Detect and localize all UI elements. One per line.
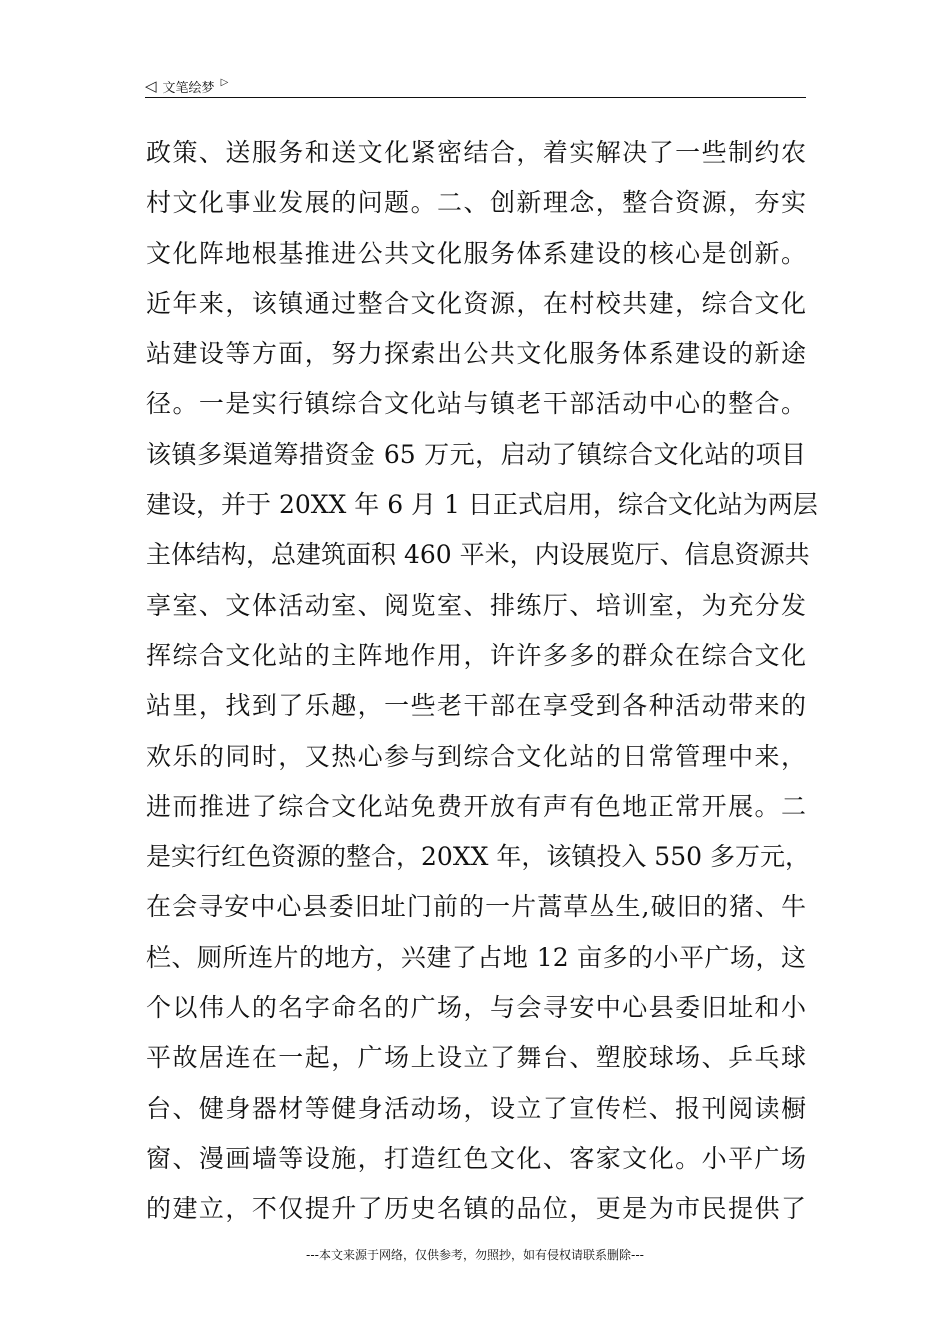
triangle-left-icon: ◁ <box>145 76 157 95</box>
text-line: 政策、送服务和送文化紧密结合，着实解决了一些制约农 <box>146 138 806 167</box>
text-line: 是实行红色资源的整合，20XX 年，该镇投入 550 多万元， <box>146 842 810 872</box>
text-line: 文化阵地根基推进公共文化服务体系建设的核心是创新。 <box>146 238 806 268</box>
text-line: 挥综合文化站的主阵地作用，许许多多的群众在综合文化 <box>146 640 806 670</box>
text-line: 主体结构，总建筑面积 460 平米，内设展览厅、信息资源共 <box>146 540 810 570</box>
text-line: 径。一是实行镇综合文化站与镇老干部活动中心的整合。 <box>146 389 806 419</box>
text-line: 站建设等方面，努力探索出公共文化服务体系建设的新途 <box>146 339 806 369</box>
header-divider <box>145 97 806 98</box>
text-line: 村文化事业发展的问题。二、创新理念，整合资源，夯实 <box>146 188 806 218</box>
text-line: 享室、文体活动室、阅览室、排练厅、培训室，为充分发 <box>146 590 806 620</box>
page-header <box>145 74 806 98</box>
text-line: 平故居连在一起，广场上设立了舞台、塑胶球场、乒乓球 <box>146 1043 806 1073</box>
text-line: 栏、厕所连片的地方，兴建了占地 12 亩多的小平广场，这 <box>146 942 806 972</box>
text-line: 站里，找到了乐趣，一些老干部在享受到各种活动带来的 <box>146 691 806 721</box>
text-line: 个以伟人的名字命名的广场，与会寻安中心县委旧址和小 <box>146 993 806 1023</box>
header-brand: 文笔绘梦 <box>162 80 215 96</box>
text-line: 窗、漫画墙等设施，打造红色文化、客家文化。小平广场 <box>146 1143 806 1173</box>
text-line: 台、健身器材等健身活动场，设立了宣传栏、报刊阅读橱 <box>146 1093 806 1123</box>
footer-note: ---本文来源于网络，仅供参考，勿照抄，如有侵权请联系删除--- <box>306 1248 644 1262</box>
body-paragraph <box>146 128 818 1235</box>
triangle-right-icon: ▷ <box>220 77 229 88</box>
text-line: 近年来，该镇通过整合文化资源，在村校共建，综合文化 <box>146 288 806 318</box>
text-line: 进而推进了综合文化站免费开放有声有色地正常开展。二 <box>146 791 806 821</box>
text-line: 该镇多渠道筹措资金 65 万元，启动了镇综合文化站的项目 <box>146 439 806 469</box>
text-line: 建设，并于 20XX 年 6 月 1 日正式启用，综合文化站为两层 <box>146 490 818 520</box>
text-line: 的建立，不仅提升了历史名镇的品位，更是为市民提供了 <box>146 1194 806 1224</box>
text-line: 欢乐的同时，又热心参与到综合文化站的日常管理中来， <box>146 741 806 771</box>
text-line: 在会寻安中心县委旧址门前的一片蒿草丛生,破旧的猪、牛 <box>146 892 806 922</box>
